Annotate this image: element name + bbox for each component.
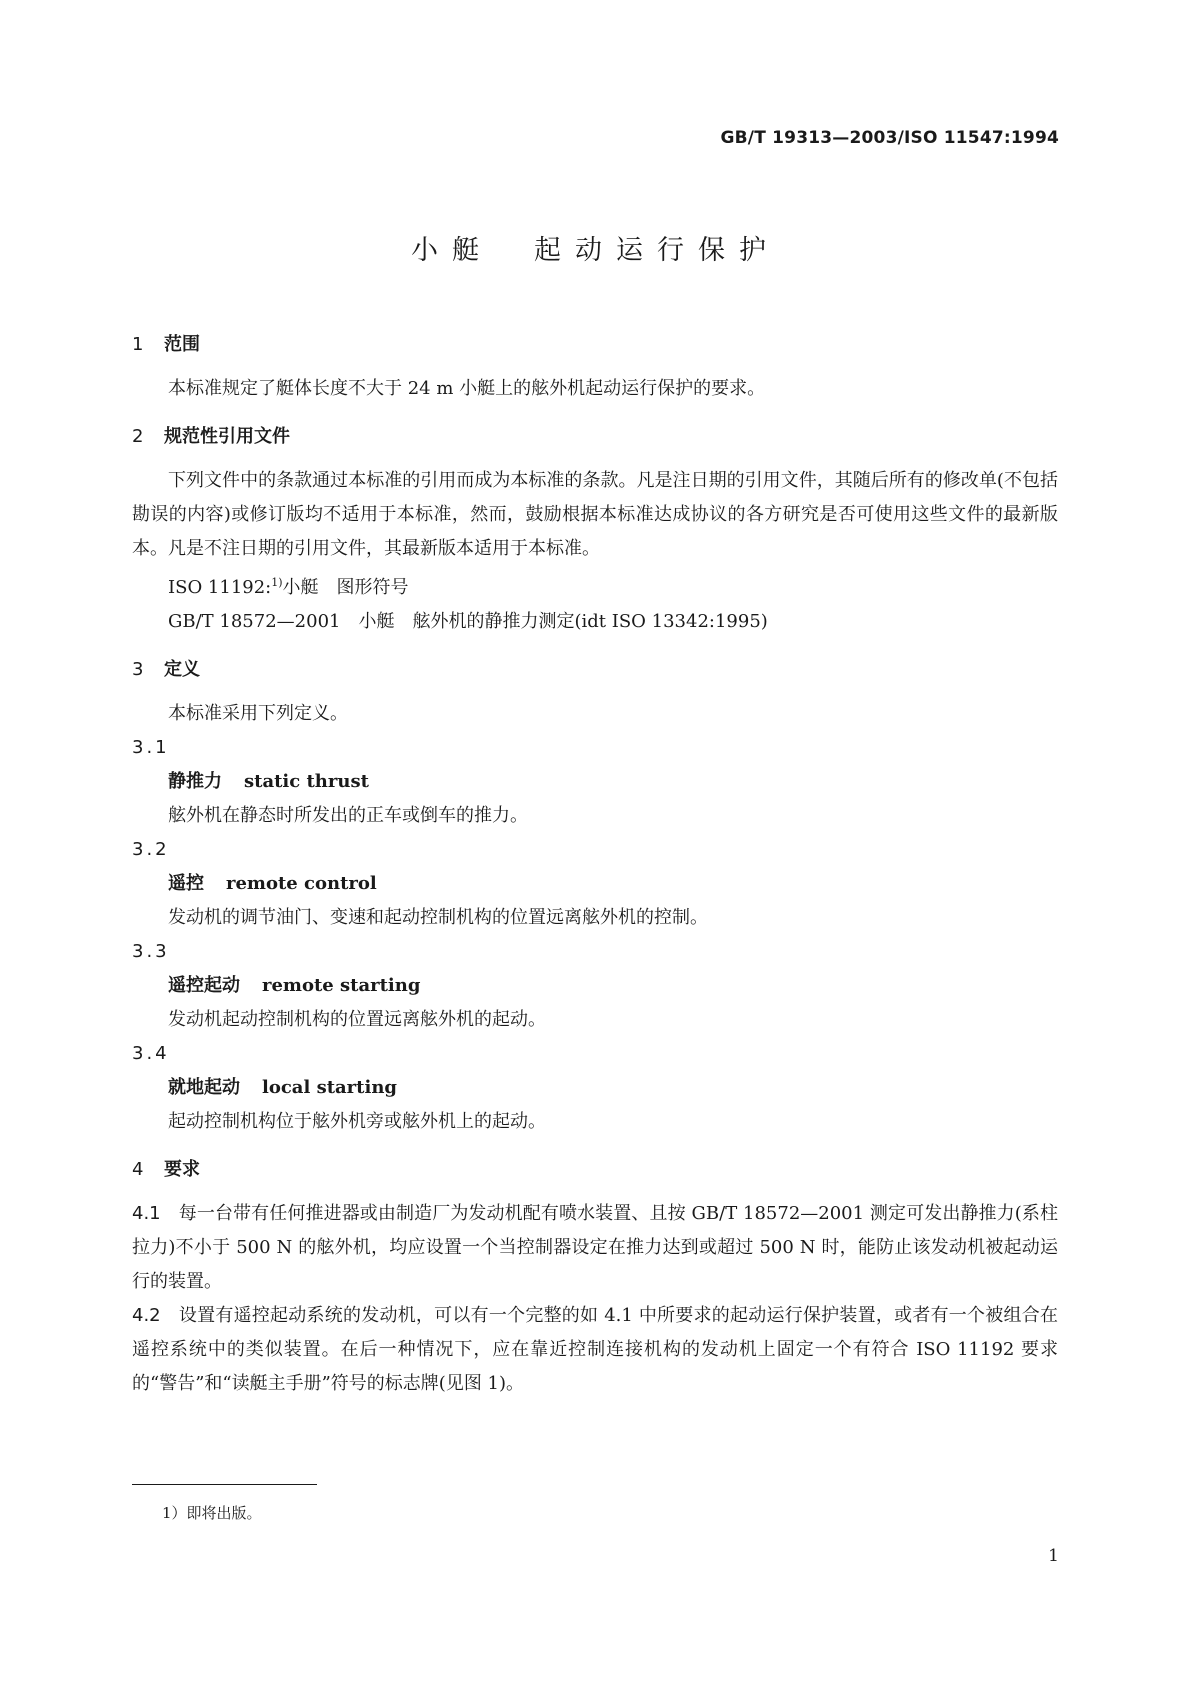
definition-body: 发动机起动控制机构的位置远离舷外机的起动。 xyxy=(168,1009,546,1030)
definition-body: 起动控制机构位于舷外机旁或舷外机上的起动。 xyxy=(168,1111,546,1132)
body-text xyxy=(132,328,1058,1401)
page-number: 1 xyxy=(1048,1546,1059,1566)
definition-term: 就地起动 local starting xyxy=(168,1077,397,1098)
section-1-heading: 1 范围 xyxy=(132,334,200,355)
footnote-divider xyxy=(132,1484,317,1485)
definition-number: 3.3 xyxy=(132,941,170,962)
definition-body: 发动机的调节油门、变速和起动控制机构的位置远离舷外机的控制。 xyxy=(168,907,708,928)
definition-term: 遥控起动 remote starting xyxy=(168,975,421,996)
section-2-paragraph: 下列文件中的条款通过本标准的引用而成为本标准的条款。凡是注日期的引用文件，其随后所有的修改单(不包括勘误的内容)或修订版均不适用于本标准，然而，鼓励根据本标准达成协议的各方研究是否可使用这些文件的最新版本。凡是不注日期的引用文件，其最新版本适用于本标准。 xyxy=(132,470,1058,559)
definition-term: 遥控 remote control xyxy=(168,873,377,894)
requirement-4-2: 4.2 设置有遥控起动系统的发动机，可以有一个完整的如 4.1 中所要求的起动运行保护装置，或者有一个被组合在遥控系统中的类似装置。在后一种情况下，应在靠近控制连接机构的发动机上固定一个有符合 ISO 11192 要求的“警告”和“读艇主手册”符号的标志牌(见图 1)。 xyxy=(132,1305,1058,1394)
section-3-heading: 3 定义 xyxy=(132,659,200,680)
definition-number: 3.1 xyxy=(132,737,170,758)
standard-code: GB/T 19313—2003/ISO 11547:1994 xyxy=(720,128,1059,148)
section-4-heading: 4 要求 xyxy=(132,1159,200,1180)
reference-gb-t-18572: GB/T 18572—2001 小艇 舷外机的静推力测定(idt ISO 13342:1995) xyxy=(168,611,768,632)
definition-number: 3.4 xyxy=(132,1043,170,1064)
footnote: 1）即将出版。 xyxy=(162,1504,262,1522)
section-1-paragraph: 本标准规定了艇体长度不大于 24 m 小艇上的舷外机起动运行保护的要求。 xyxy=(168,378,766,399)
reference-iso-11192: ISO 11192:$^{1)}$小艇 图形符号 xyxy=(168,576,409,598)
section-3-paragraph: 本标准采用下列定义。 xyxy=(168,703,348,724)
requirement-4-1: 4.1 每一台带有任何推进器或由制造厂为发动机配有喷水装置、且按 GB/T 18572—2001 测定可发出静推力(系柱拉力)不小于 500 N 的舷外机，均应设置一个当控制器设定在推力达到或超过 500 N 时，能防止该发动机被起动运行的装置。 xyxy=(132,1203,1058,1292)
definition-number: 3.2 xyxy=(132,839,170,860)
definition-body: 舷外机在静态时所发出的正车或倒车的推力。 xyxy=(168,805,528,826)
definition-term: 静推力 static thrust xyxy=(168,771,369,792)
footnote-marker: 1) xyxy=(271,576,283,589)
document-title: 小艇 起动运行保护 xyxy=(411,235,780,266)
section-2-heading: 2 规范性引用文件 xyxy=(132,426,290,447)
